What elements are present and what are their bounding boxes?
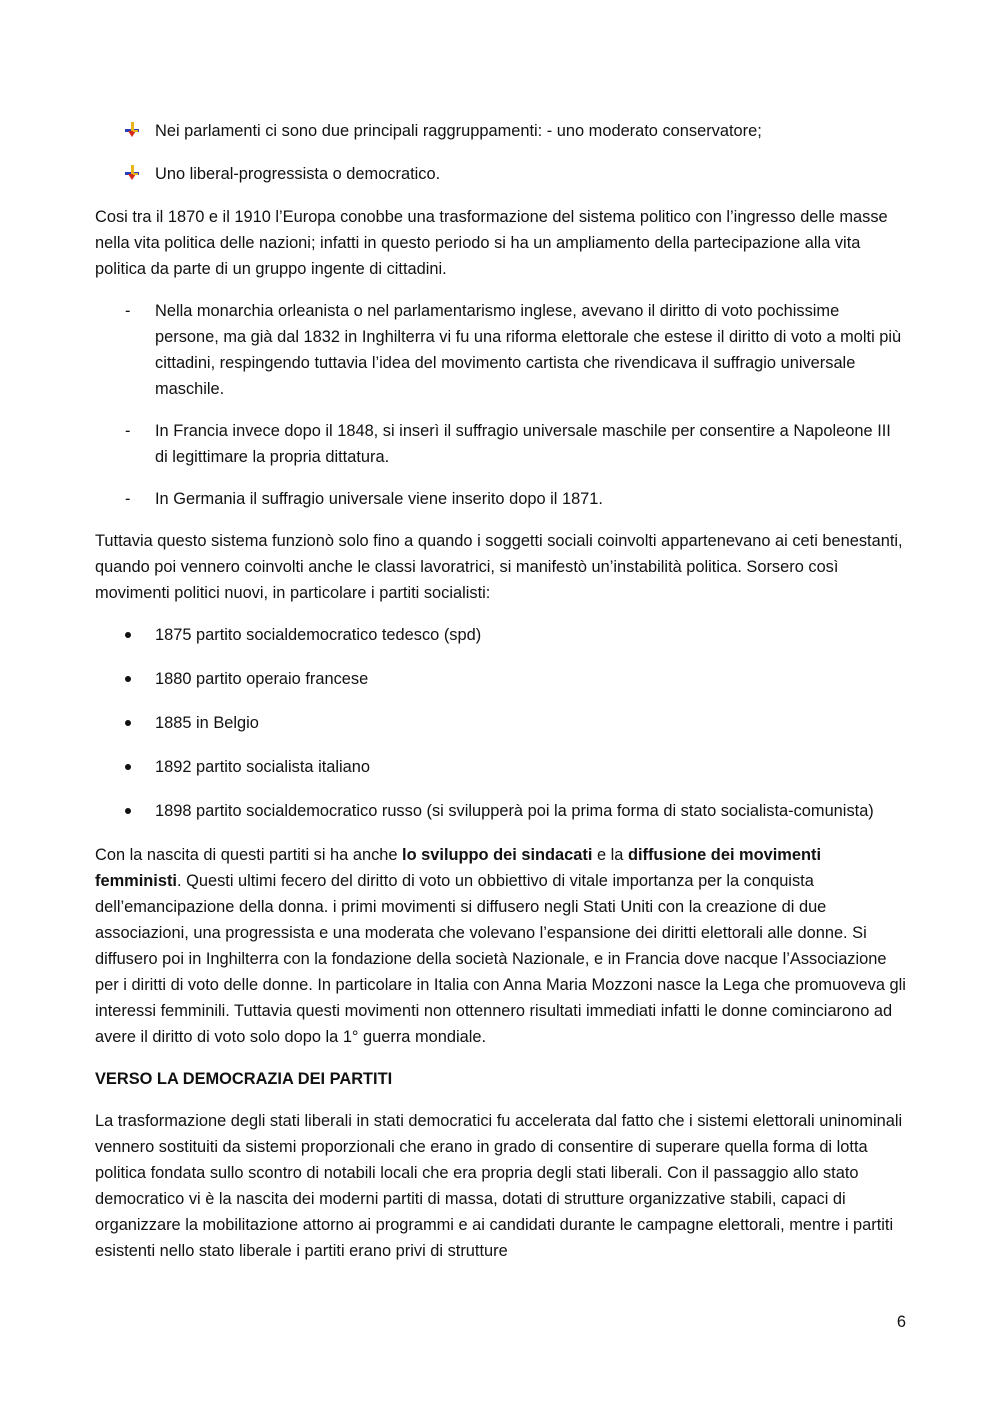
list-item — [95, 710, 907, 736]
bullet-dot-icon — [125, 764, 131, 770]
bullet-dot-icon — [125, 720, 131, 726]
bullet-list — [95, 622, 907, 824]
list-item-text: Nella monarchia orleanista o nel parlamentarismo inglese, avevano il diritto di voto pochissime persone, ma già dal 1832 in Inghilterra vi fu una riforma elettorale che estese il diritto di voto a molti più cittadini, respingendo tuttavia l’idea del movimento cartista che rivendicava il suffragio universale maschile. — [155, 302, 902, 398]
list-item-text: 1885 in Belgio — [155, 714, 259, 732]
paragraph-3-bold-sindacati: lo sviluppo dei sindacati — [402, 846, 593, 864]
paragraph-3-intro: Con la nascita di questi partiti si ha anche — [95, 846, 403, 864]
list-item-text: 1880 partito operaio francese — [155, 670, 369, 688]
list-item-text: Nei parlamenti ci sono due principali raggruppamenti: - uno moderato conservatore; — [155, 122, 762, 140]
list-item — [95, 486, 907, 512]
bullet-dot-icon — [125, 632, 131, 638]
list-item-text: 1898 partito socialdemocratico russo (si svilupperà poi la prima forma di stato socialista-comunista) — [155, 802, 874, 820]
list-item-text: Uno liberal-progressista o democratico. — [155, 165, 441, 183]
bullet-dot-icon — [125, 676, 131, 682]
list-item — [95, 622, 907, 648]
paragraph-4: La trasformazione degli stati liberali in stati democratici fu accelerata dal fatto che i sistemi elettorali uninominali vennero sostituiti da sistemi proporzionali che erano in grado di consentire di superare quella forma di lotta politica fondata sullo scontro di notabili locali che era propria degli stati liberali. Con il passaggio allo stato democratico vi è la nascita dei moderni partiti di massa, dotati di strutture organizzative stabili, capaci di organizzare la mobilitazione attorno ai programmi e ai candidati durante le campagne elettorali, mentre i partiti esistenti nello stato liberale i partiti erano privi di strutture — [95, 1112, 903, 1260]
dash-marker: - — [125, 422, 131, 440]
paragraph-2: Tuttavia questo sistema funzionò solo fino a quando i soggetti sociali coinvolti appartenevano ai ceti benestanti, quando poi vennero coinvolti anche le classi lavoratrici, si manifestò un’instabilità politica. Sorsero così movimenti politici nuovi, in particolare i partiti socialisti: — [95, 532, 903, 602]
icon-bullet-list — [95, 118, 907, 187]
list-item — [95, 418, 907, 470]
dash-marker: - — [125, 490, 131, 508]
list-item — [95, 298, 907, 402]
list-item — [95, 118, 907, 144]
wingdings-bullet-icon — [124, 165, 140, 181]
list-item — [95, 754, 907, 780]
list-item — [95, 666, 907, 692]
list-item — [95, 161, 907, 187]
list-item-text: In Germania il suffragio universale viene inserito dopo il 1871. — [155, 490, 603, 508]
dash-marker: - — [125, 302, 131, 320]
page-number: 6 — [896, 1313, 906, 1331]
wingdings-bullet-icon — [124, 122, 140, 138]
paragraph-3-bold-femministi: diffusione dei movimenti femministi — [95, 846, 822, 890]
paragraph-3-rest: . Questi ultimi fecero del diritto di voto un obbiettivo di vitale importanza per la conquista dell’emancipazione della donna. i primi movimenti si diffusero negli Stati Uniti con la creazione di due associazioni, una progressista e una moderata che volevano l’espansione dei diritti elettorali alle donne. Si diffusero poi in Inghilterra con la fondazione della società Nazionale, e in Francia dove nacque l’Associazione per i diritti di voto delle donne. In particolare in Italia con Anna Maria Mozzoni nasce la Lega che promuoveva gli interessi femminili. Tuttavia questi movimenti non ottennero risultati immediati infatti le donne cominciarono ad avere il diritto di voto solo dopo la 1° guerra mondiale. — [95, 872, 906, 1046]
paragraph-3-mid: e la — [592, 846, 628, 864]
list-item-text: In Francia invece dopo il 1848, si inserì il suffragio universale maschile per consentire a Napoleone III di legittimare la propria dittatura. — [155, 422, 891, 466]
list-item — [95, 798, 907, 824]
bullet-dot-icon — [125, 808, 131, 814]
section-heading: VERSO LA DEMOCRAZIA DEI PARTITI — [95, 1070, 393, 1088]
list-item-text: 1875 partito socialdemocratico tedesco (spd) — [155, 626, 482, 644]
list-item-text: 1892 partito socialista italiano — [155, 758, 371, 776]
paragraph-3 — [95, 842, 907, 1050]
dash-list — [95, 298, 907, 512]
page-content — [95, 118, 907, 1280]
paragraph-1: Cosi tra il 1870 e il 1910 l’Europa conobbe una trasformazione del sistema politico con l’ingresso delle masse nella vita politica delle nazioni; infatti in questo periodo si ha un ampliamento della partecipazione alla vita politica da parte di un gruppo ingente di cittadini. — [95, 208, 888, 278]
